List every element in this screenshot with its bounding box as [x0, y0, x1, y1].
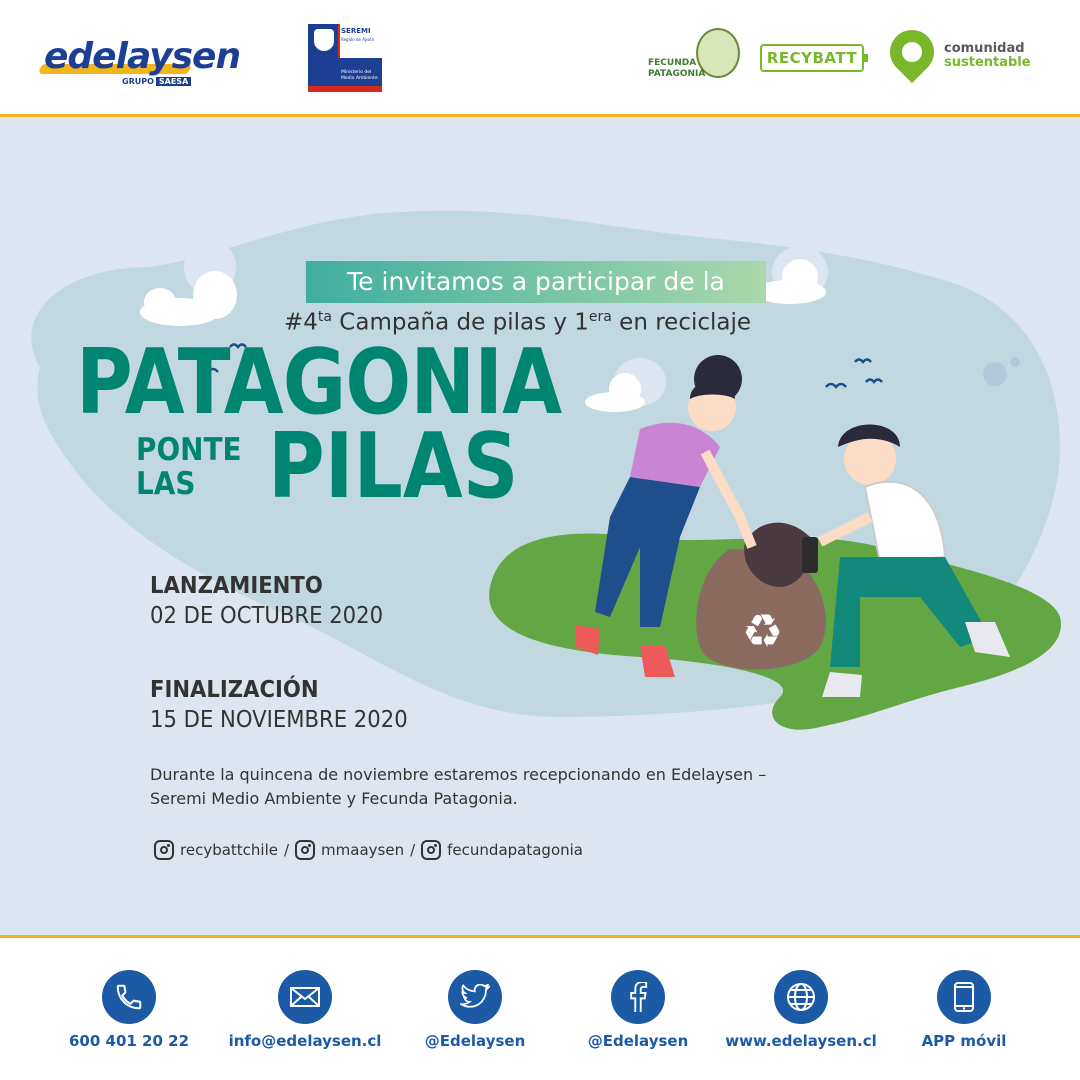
- recycle-symbol-icon: ♻: [742, 604, 784, 658]
- bubble: [983, 362, 1007, 386]
- facebook-icon: [611, 970, 665, 1024]
- seremi-title: SEREMI: [341, 27, 371, 35]
- handle-mmaaysen[interactable]: mmaaysen: [321, 841, 405, 859]
- contact-twitter[interactable]: [390, 970, 560, 1050]
- contact-app-label: APP móvil: [921, 1032, 1007, 1050]
- separator: /: [410, 841, 416, 859]
- fecunda-patagonia-logo: [646, 28, 742, 86]
- contact-facebook[interactable]: [553, 970, 723, 1050]
- contact-facebook-label: @Edelaysen: [587, 1032, 689, 1050]
- comunidad-text: comunidad sustentable: [944, 41, 1031, 70]
- launch-date: 02 DE OCTUBRE 2020: [150, 603, 384, 629]
- location-pin-icon: [881, 21, 943, 83]
- instagram-icon: [154, 840, 174, 860]
- edelaysen-logo-text: edelaysen: [44, 36, 241, 77]
- title-patagonia: PATAGONIA: [76, 330, 562, 435]
- footer-divider: [0, 935, 1080, 938]
- chile-crest-icon: [314, 29, 334, 51]
- seremi-logo: [308, 24, 382, 92]
- contact-bar: [0, 970, 1080, 1060]
- end-label: FINALIZACIÓN: [150, 677, 319, 703]
- end-date: 15 DE NOVIEMBRE 2020: [150, 707, 408, 733]
- title-pilas: PILAS: [268, 414, 519, 519]
- instagram-icon: [421, 840, 441, 860]
- launch-block: [150, 573, 403, 629]
- handle-recybatt[interactable]: recybattchile: [180, 841, 278, 859]
- contact-phone-label: 600 401 20 22: [68, 1032, 190, 1050]
- seremi-ministry: Ministerio del Medio Ambiente: [341, 70, 378, 81]
- social-handles: [154, 840, 583, 860]
- contact-email[interactable]: [220, 970, 390, 1050]
- phone-icon: [102, 970, 156, 1024]
- fecunda-text: FECUNDA PATAGONIA: [648, 58, 706, 79]
- edelaysen-logo: [40, 36, 280, 86]
- contact-phone[interactable]: [44, 970, 214, 1050]
- contact-website-label: www.edelaysen.cl: [725, 1032, 877, 1050]
- description-text: Durante la quincena de noviembre estaremos recepcionando en Edelaysen – Seremi Medio Ambiente y Fecunda Patagonia.: [150, 765, 767, 808]
- comunidad-sustentable-logo: [890, 30, 1060, 86]
- seremi-region: Región de Aysén: [341, 37, 375, 42]
- title-ponte-las: PONTE LAS: [136, 432, 242, 502]
- contact-app[interactable]: [879, 970, 1049, 1050]
- contact-website[interactable]: [716, 970, 886, 1050]
- contact-email-label: info@edelaysen.cl: [228, 1032, 382, 1050]
- contact-twitter-label: @Edelaysen: [424, 1032, 526, 1050]
- mobile-icon: [937, 970, 991, 1024]
- recybatt-logo: RECYBATT: [760, 44, 864, 72]
- edelaysen-group: GRUPO SAESA: [122, 77, 191, 86]
- mail-icon: [278, 970, 332, 1024]
- bubble: [1010, 357, 1020, 367]
- end-block: [150, 677, 430, 733]
- header: [0, 0, 1080, 114]
- twitter-icon: [448, 970, 502, 1024]
- seremi-red-bar: [308, 86, 382, 92]
- invite-banner: Te invitamos a participar de la: [306, 261, 766, 303]
- handle-fecunda[interactable]: fecundapatagonia: [447, 841, 583, 859]
- launch-label: LANZAMIENTO: [150, 573, 323, 599]
- separator: /: [283, 841, 290, 859]
- background-illustration: [0, 117, 1080, 935]
- instagram-icon: [295, 840, 315, 860]
- globe-icon: [774, 970, 828, 1024]
- campaign-panel: [0, 117, 1080, 935]
- campaign-subtitle: $\#4^{ta}$ Campaña de pilas y $1^{era}$ en reciclaje: [284, 309, 752, 336]
